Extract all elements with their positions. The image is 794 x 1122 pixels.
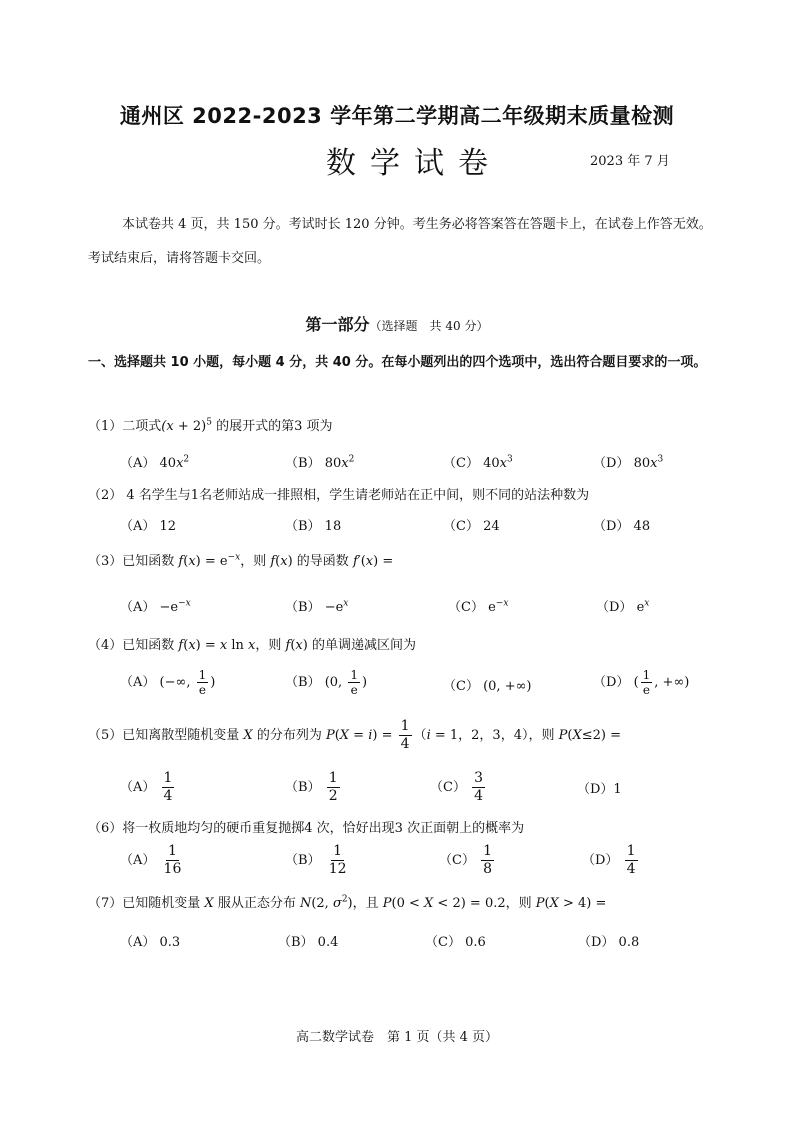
question-1-number: （1） — [88, 419, 123, 434]
q1-option-d: （D） $80x^3$ — [593, 454, 664, 471]
q6-option-c: （C） $\frac{1}{8}$ — [439, 843, 493, 877]
q3-option-a: $(A) -e^{-x}$ — [120, 598, 191, 615]
q5-option-d: （D）1 — [577, 782, 622, 797]
exam-date: 2023 年 7 月 — [590, 154, 670, 169]
question-7: （7）已知随机变量 X 服从正态分布 N(2, $\sigma^2$)，且 P(0 < X < 2) = 0.2，则 P(X > 4) = — [88, 894, 607, 911]
part-one-title: 第一部分 — [305, 315, 370, 334]
q5-option-b: （B） $\frac{1}{2}$ — [285, 770, 338, 804]
q7-option-d: （D） 0.8 — [578, 935, 640, 950]
q2-option-a: （A） 12 — [120, 519, 177, 534]
exam-instructions: 本试卷共 4 页，共 150 分。考试时长 120 分钟。考生务必将答案答在答题卡上，在试卷上作答无效。考试结束后，请将答题卡交回。 — [88, 217, 712, 266]
q2-option-c: （C） 24 — [443, 519, 500, 534]
question-6: （6）将一枚质地均匀的硬币重复抛掷4 次，恰好出现3 次正面朝上的概率为 — [88, 821, 525, 836]
q6-option-d: （D） $\frac{1}{4}$ — [582, 843, 636, 877]
q2-option-b: （B） 18 — [285, 519, 342, 534]
q4-option-c: （C） (0, +∞) — [443, 679, 532, 694]
q3-option-d: （D） $e^x$ — [596, 598, 650, 615]
part-one-note: （选择题 共 40 分） — [369, 319, 489, 333]
q6-option-a: （A） $\frac{1}{16}$ — [120, 843, 182, 877]
q3-option-b: $(B) -e^x$ — [285, 598, 349, 615]
question-1: （1）二项式$(x + 2)^5$ 的展开式的第3 项为 — [88, 417, 333, 434]
q1-option-a: （A） $40x^2$ — [120, 454, 190, 471]
q3-option-c: （C） $e^{-x}$ — [448, 598, 509, 615]
question-4-number: （4） — [88, 638, 123, 653]
q7-option-a: （A） 0.3 — [120, 935, 181, 950]
part-one-heading — [0, 312, 794, 335]
q2-option-d: （D） 48 — [593, 519, 651, 534]
question-5-number: （5） — [88, 728, 123, 743]
q5-option-c: （C） $\frac{3}{4}$ — [430, 770, 484, 804]
q4-option-b: （B） (0, $\frac{1}{e}$ ) — [285, 668, 368, 697]
q1-option-b: （B） $80x^2$ — [285, 454, 355, 471]
question-4: （4）已知函数 f(x) = x ln x，则 f(x) 的单调递减区间为 — [88, 638, 416, 653]
page-footer: 高二数学试卷 第 1 页（共 4 页） — [295, 1030, 499, 1045]
q7-option-b: （B） 0.4 — [278, 935, 339, 950]
q4-option-a: （A） (−∞, $\frac{1}{e}$ ) — [120, 668, 216, 697]
q7-option-c: （C） 0.6 — [425, 935, 486, 950]
q4-option-d: （D） ( $\frac{1}{e}$ , +∞) — [593, 668, 690, 697]
q5-option-a: （A） $\frac{1}{4}$ — [120, 770, 173, 804]
question-7-number: （7） — [88, 896, 123, 911]
q6-option-b: （B） $\frac{1}{12}$ — [285, 843, 347, 877]
exam-subject-title: 数学试卷 — [326, 146, 502, 181]
exam-header-title: 通州区 2022-2023 学年第二学期高二年级期末质量检测 — [119, 104, 675, 128]
question-2: （2） 4 名学生与1名老师站成一排照相，学生请老师站在正中间，则不同的站法种数为 — [88, 488, 590, 503]
question-3-number: （3） — [88, 554, 123, 569]
question-3: （3）已知函数 $f(x) = e^{-x}$，则 f(x) 的导函数 f′(x) = — [88, 552, 394, 569]
section-one-instructions: 一、选择题共 10 小题，每小题 4 分，共 40 分。在每小题列出的四个选项中，选出符合题目要求的一项。 — [88, 355, 707, 370]
q1-option-c: （C） $40x^3$ — [443, 454, 513, 471]
question-5: （5）已知离散型随机变量 X 的分布列为 P(X = i) = $\frac{1}{4}$ （i = 1，2，3，4），则 P(X≤2) = — [88, 718, 621, 752]
